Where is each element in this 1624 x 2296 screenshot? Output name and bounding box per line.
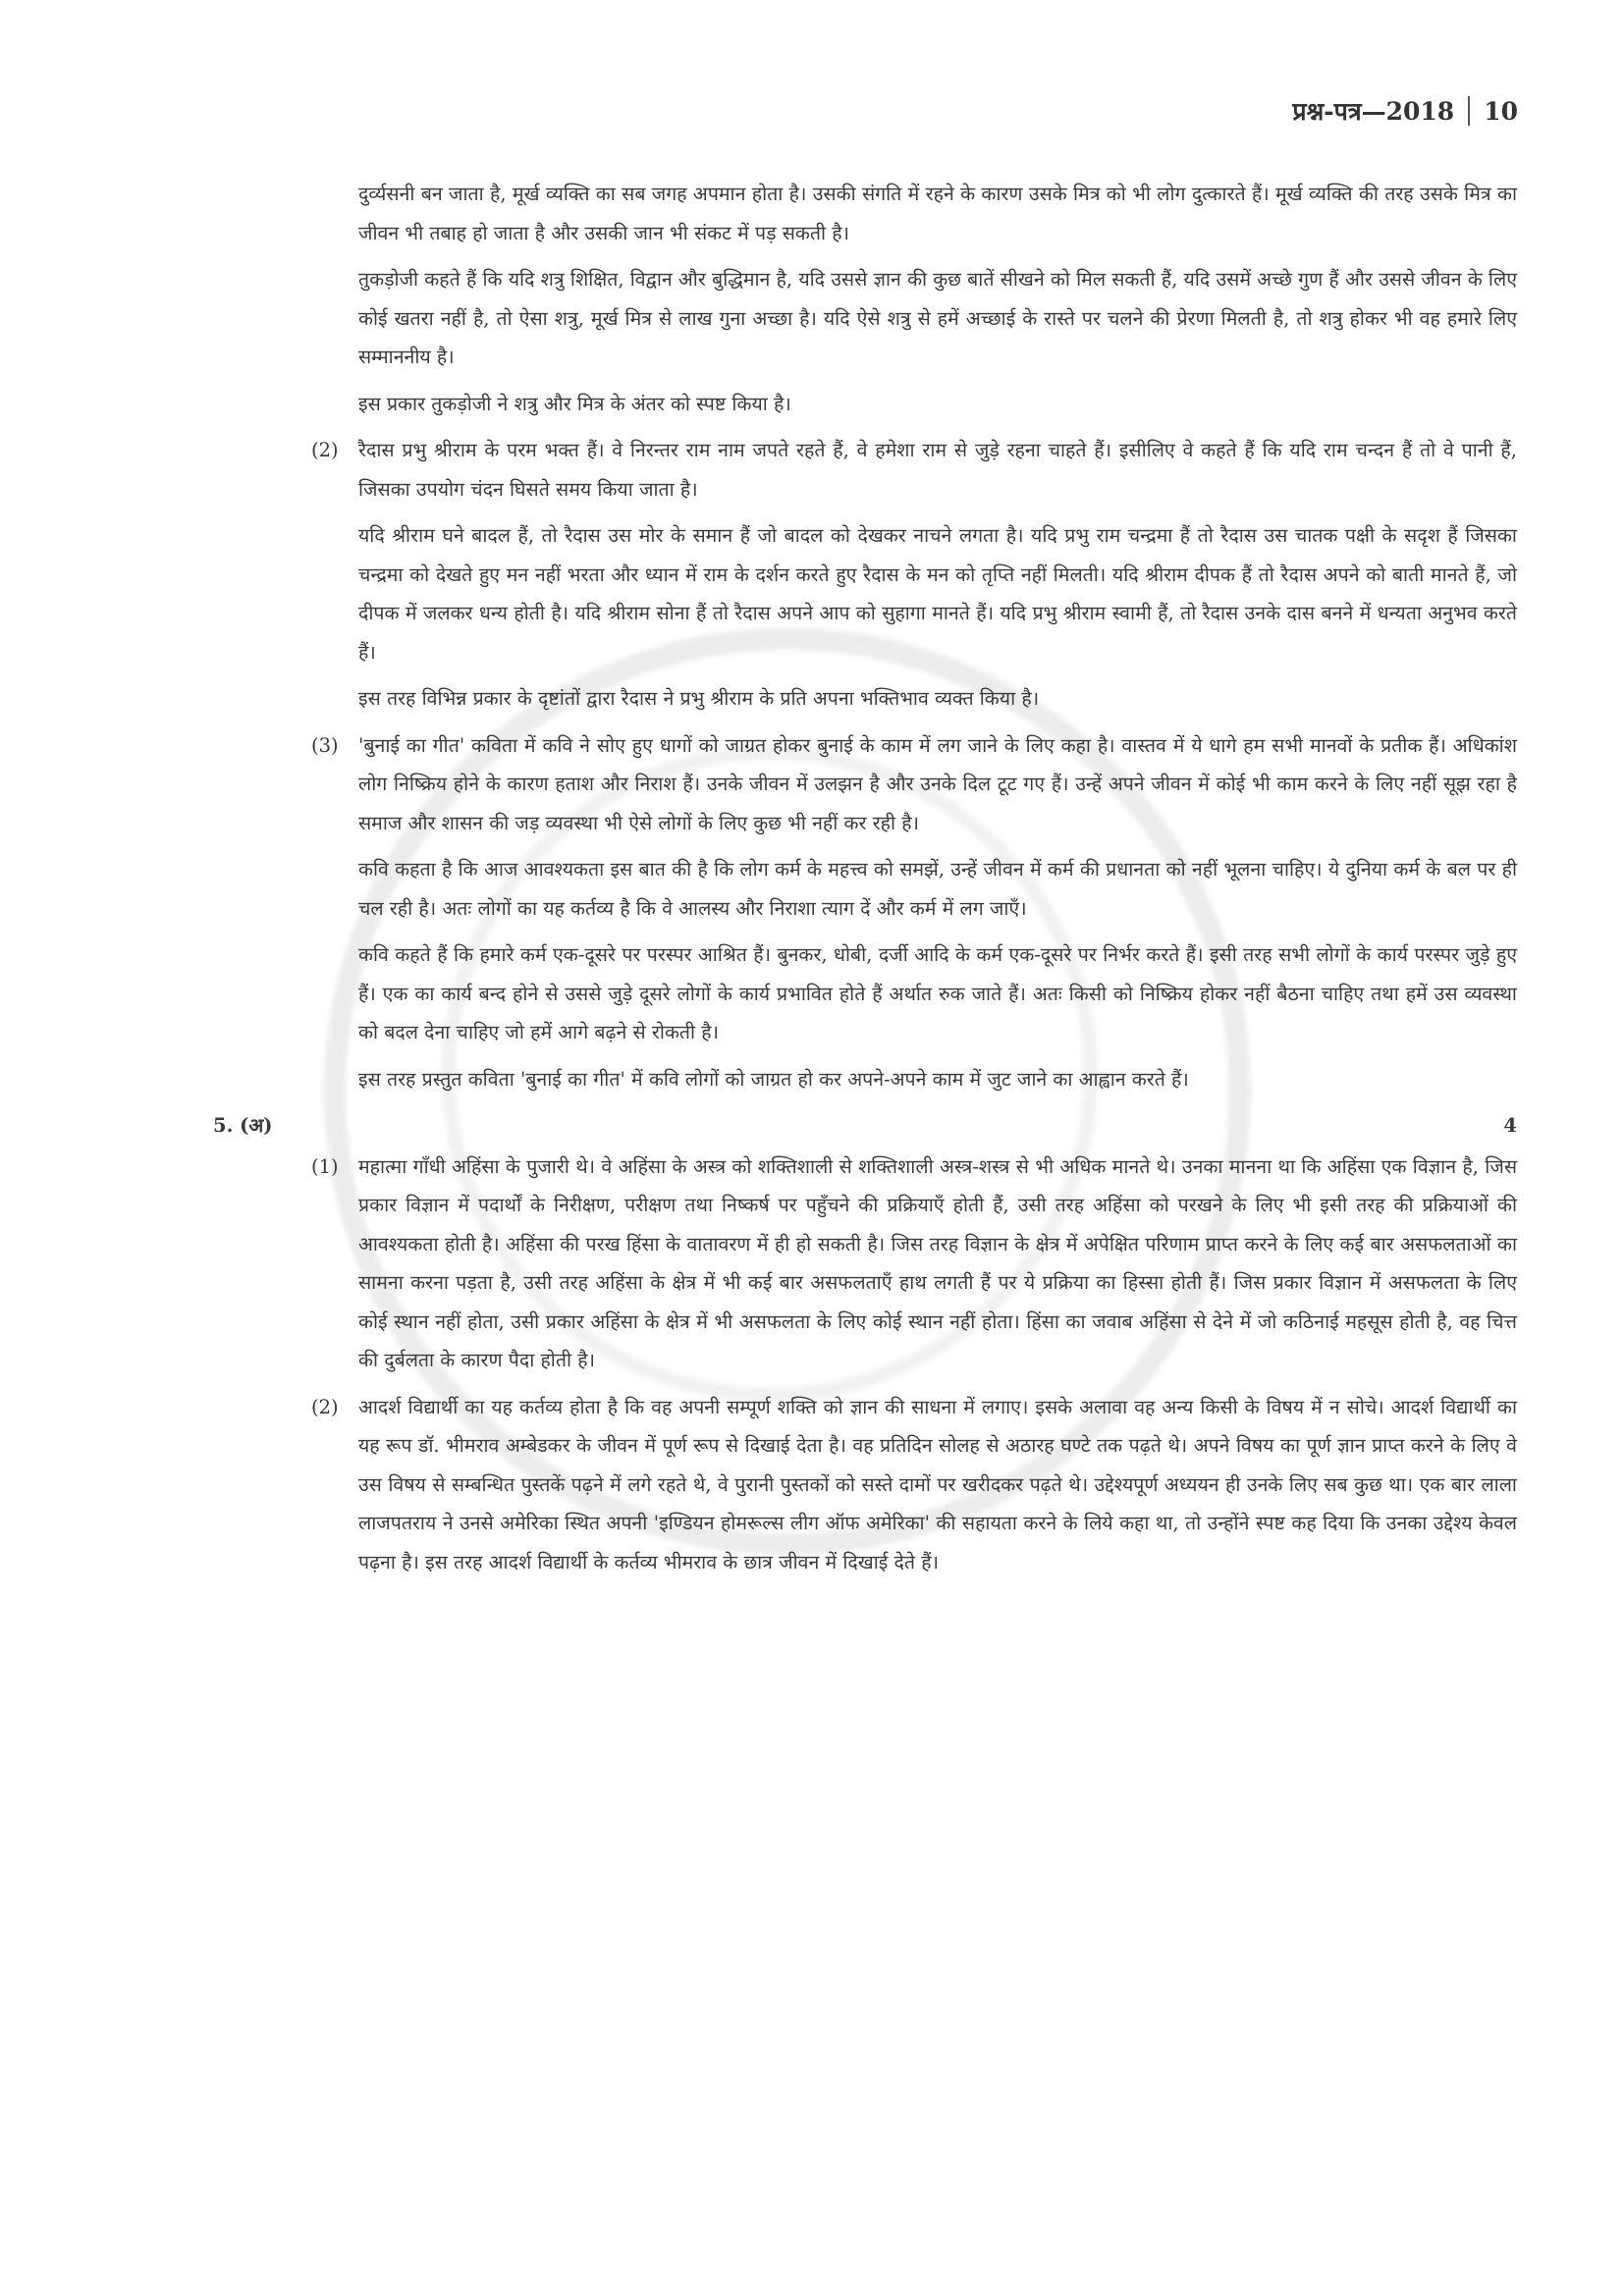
paragraph: इस तरह प्रस्तुत कविता 'बुनाई का गीत' में कवि लोगों को जाग्रत हो कर अपने-अपने काम में जुट जाने का आह्वान करते हैं। xyxy=(358,1067,1189,1091)
paper-title: प्रश्न-पत्र—2018 xyxy=(1292,97,1455,126)
paragraph: दुर्व्यसनी बन जाता है, मूर्ख व्यक्ति का सब जगह अपमान होता है। उसकी संगति में रहने के कारण उसके मित्र को भी लोग दुत्कारते हैं। मूर्ख व्यक्ति की तरह उसके मित्र का जीवन भी तबाह हो जाता है और उसकी जान भी संकट में पड़ सकती है। xyxy=(358,183,1517,244)
answer-item-3 xyxy=(311,726,1517,1099)
paragraph: इस तरह विभिन्न प्रकार के दृष्टांतों द्वारा रैदास ने प्रभु श्रीराम के प्रति अपना भक्तिभाव व्यक्त किया है। xyxy=(358,687,1040,710)
answer-item-2 xyxy=(311,431,1517,719)
marks: 4 xyxy=(1503,1114,1517,1137)
paragraph: कवि कहता है कि आज आवश्यकता इस बात की है कि लोग कर्म के महत्त्व को समझें, उन्हें जीवन में कर्म की प्रधानता को नहीं भूलना चाहिए। ये दुनिया कर्म के बल पर ही चल रही है। अतः लोगों का यह कर्तव्य है कि वे आलस्य और निराशा त्याग दें और कर्म में लग जाएँ। xyxy=(358,858,1517,920)
paragraph: कवि कहते हैं कि हमारे कर्म एक-दूसरे पर परस्पर आश्रित हैं। बुनकर, धोबी, दर्जी आदि के कर्म एक-दूसरे पर निर्भर करते हैं। इसी तरह सभी लोगों के कार्य परस्पर जुड़े हुए हैं। एक का कार्य बन्द होने से उससे जुड़े दूसरे लोगों के कार्य प्रभावित होते हैं अर्थात रुक जाते हैं। अतः किसी को निष्क्रिय होकर नहीं बैठना चाहिए तथा हमें उस व्यवस्था को बदल देना चाहिए जो हमें आगे बढ़ने से रोकती है। xyxy=(358,943,1517,1043)
paragraph: आदर्श विद्यार्थी का यह कर्तव्य होता है कि वह अपनी सम्पूर्ण शक्ति को ज्ञान की साधना में लगाए। इसके अलावा वह अन्य किसी के विषय में न सोचे। आदर्श विद्यार्थी का यह रूप डॉ. भीमराव अम्बेडकर के जीवन में पूर्ण रूप से दिखाई देता है। वह प्रतिदिन सोलह से अठारह घण्टे तक पढ़ते थे। अपने विषय का पूर्ण ज्ञान प्राप्त करने के लिए वे उस विषय से सम्बन्धित पुस्तकें पढ़ने में लगे रहते थे, वे पुरानी पुस्तकों को सस्ते दामों पर खरीदकर पढ़ते थे। उद्देश्यपूर्ण अध्ययन ही उनके लिए सब कुछ था। एक बार लाला लाजपतराय ने उनसे अमेरिका स्थित अपनी 'इण्डियन होमरूल्स लीग ऑफ अमेरिका' की सहायता करने के लिये कहा था, तो उन्होंने स्पष्ट कह दिया कि उनका उद्देश्य केवल पढ़ना है। इस तरह आदर्श विद्यार्थी के कर्तव्य भीमराव के छात्र जीवन में दिखाई देते हैं। xyxy=(358,1395,1517,1574)
answer-item-2b xyxy=(311,1388,1517,1582)
item-number: (2) xyxy=(311,439,339,461)
paragraph: तुकड़ोजी कहते हैं कि यदि शत्रु शिक्षित, विद्वान और बुद्धिमान है, यदि उससे ज्ञान की कुछ बातें सीखने को मिल सकती हैं, यदि उसमें अच्छे गुण हैं और उससे जीवन के लिए कोई खतरा नहीं है, तो ऐसा शत्रु, मूर्ख मित्र से लाख गुना अच्छा है। यदि ऐसे शत्रु से हमें अच्छाई के रास्ते पर चलने की प्रेरणा मिलती है, तो शत्रु होकर भी वह हमारे लिए सम्माननीय है। xyxy=(358,268,1517,368)
question-label: 5. (अ) xyxy=(213,1114,273,1137)
question-heading xyxy=(213,1106,1517,1146)
item-number: (2) xyxy=(311,1395,339,1418)
paragraph: 'बुनाई का गीत' कविता में कवि ने सोए हुए धागों को जाग्रत होकर बुनाई के काम में लग जाने के लिए कहा है। वास्तव में ये धागे हम सभी मानवों के प्रतीक हैं। अधिकांश लोग निष्क्रिय होने के कारण हताश और निराश हैं। उनके जीवन में उलझन है और उनके दिल टूट गए हैं। उन्हें अपने जीवन में कोई भी काम करने के लिए नहीं सूझ रहा है समाज और शासन की जड़ व्यवस्था भी ऐसे लोगों के लिए कुछ भी नहीं कर रही है। xyxy=(358,733,1517,834)
page-content xyxy=(213,175,1517,1589)
header-divider xyxy=(1468,96,1470,126)
paragraph: इस प्रकार तुकड़ोजी ने शत्रु और मित्र के अंतर को स्पष्ट किया है। xyxy=(358,392,791,415)
page-header xyxy=(1292,94,1518,128)
paragraph: रैदास प्रभु श्रीराम के परम भक्त हैं। वे निरन्तर राम नाम जपते रहते हैं, वे हमेशा राम से जुड़े रहना चाहते हैं। इसीलिए वे कहते हैं कि यदि राम चन्दन हैं तो वे पानी हैं, जिसका उपयोग चंदन घिसते समय किया जाता है। xyxy=(358,439,1517,501)
page-number: 10 xyxy=(1484,96,1518,126)
answer-item-1 xyxy=(311,1148,1517,1380)
item-number: (3) xyxy=(311,733,339,757)
paragraph: यदि श्रीराम घने बादल हैं, तो रैदास उस मोर के समान हैं जो बादल को देखकर नाचने लगता है। यदि प्रभु राम चन्द्रमा हैं तो रैदास उस चातक पक्षी के सदृश हैं जिसका चन्द्रमा को देखते हुए मन नहीं भरता और ध्यान में राम के दर्शन करते हुए रैदास के मन को तृप्ति नहीं मिलती। यदि श्रीराम दीपक हैं तो रैदास अपने को बाती मानते हैं, जो दीपक में जलकर धन्य होती है। यदि श्रीराम सोना हैं तो रैदास अपने आप को सुहागा मानते हैं। यदि प्रभु श्रीराम स्वामी हैं, तो रैदास उनके दास बनने में धन्यता अनुभव करते हैं। xyxy=(358,524,1517,664)
item-number: (1) xyxy=(311,1154,339,1178)
paragraph: महात्मा गाँधी अहिंसा के पुजारी थे। वे अहिंसा के अस्त्र को शक्तिशाली से शक्तिशाली अस्त्र-शस्त्र से भी अधिक मानते थे। उनका मानना था कि अहिंसा एक विज्ञान है, जिस प्रकार विज्ञान में पदार्थों के निरीक्षण, परीक्षण तथा निष्कर्ष पर पहुँचने की प्रक्रियाएँ होती हैं, उसी तरह अहिंसा को परखने के लिए भी इसी तरह की प्रक्रियाओं की आवश्यकता होती है। अहिंसा की परख हिंसा के वातावरण में ही हो सकती है। जिस तरह विज्ञान के क्षेत्र में अपेक्षित परिणाम प्राप्त करने के लिए कई बार असफलताओं का सामना करना पड़ता है, उसी तरह अहिंसा के क्षेत्र में भी कई बार असफलताएँ हाथ लगती हैं पर ये प्रक्रिया का हिस्सा होती हैं। जिस प्रकार विज्ञान में असफलता के लिए कोई स्थान नहीं होता, उसी प्रकार अहिंसा के क्षेत्र में भी असफलता के लिए कोई स्थान नहीं होता। हिंसा का जवाब अहिंसा से देने में जो कठिनाई महसूस होती है, वह चित्त की दुर्बलता के कारण पैदा होती है। xyxy=(358,1154,1517,1371)
